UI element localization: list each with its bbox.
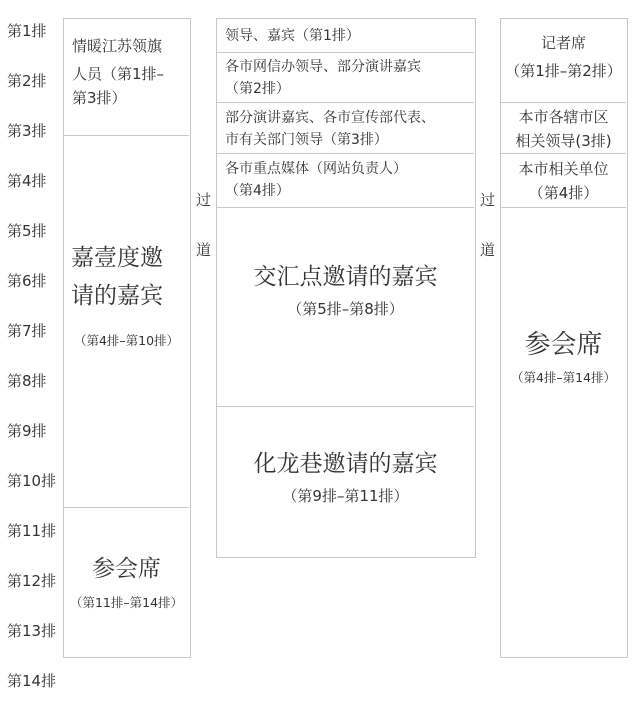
row-label: 第2排 [7,72,47,90]
center-mid-title: 交汇点邀请的嘉宾 [253,264,438,290]
left-bottom-title: 参会席 [92,556,161,582]
center-r4-line1: 各市重点媒体（网站负责人） [225,161,407,177]
left-mid-line1: 嘉壹度邀 [71,245,163,271]
row-label: 第1排 [7,22,47,40]
center-row3 [217,103,474,154]
row-label: 第12排 [7,572,57,590]
left-mid-note: （第4排–第10排） [73,333,180,348]
row-label: 第11排 [7,522,57,540]
right-main-note: （第4排–第14排） [510,370,617,385]
center-row1 [217,19,474,53]
left-top-line3: 第3排） [72,89,127,107]
left-seating-block [63,18,191,658]
center-r4-line2: （第4排） [225,183,290,199]
left-bottom-note: （第11排–第14排） [69,595,184,610]
right-row1 [501,19,626,103]
right-main-section [501,208,626,656]
left-middle-section [64,136,189,508]
center-bottom-title: 化龙巷邀请的嘉宾 [253,451,438,477]
row-label: 第6排 [7,272,47,290]
center-r2-line1: 各市网信办领导、部分演讲嘉宾 [225,59,421,75]
center-mid-note: （第5排–第8排） [287,300,404,318]
left-mid-line2: 请的嘉宾 [71,283,163,309]
right-row3 [501,103,626,154]
left-top-line2: 人员（第1排– [72,65,165,83]
aisle-left-char2: 道 [196,241,212,259]
right-main-title: 参会席 [524,330,603,360]
row-label: 第5排 [7,222,47,240]
aisle-right-char1: 过 [480,191,496,209]
right-r1-line1: 记者席 [540,34,586,52]
left-top-line1: 情暖江苏领旗 [72,37,163,55]
right-row4 [501,154,626,208]
right-r1-line2: （第1排–第2排） [505,62,622,80]
center-row2 [217,53,474,103]
center-row4 [217,154,474,208]
center-r2-line2: （第2排） [225,81,290,97]
left-top-section [64,19,189,136]
row-label: 第3排 [7,122,47,140]
left-bottom-section [64,508,189,656]
center-bottom-note: （第9排–第11排） [282,487,409,505]
aisle-right-char2: 道 [480,241,496,259]
row-label: 第8排 [7,372,47,390]
right-r3-line2: 相关领导(3排) [515,132,612,150]
row-label: 第9排 [7,422,47,440]
right-r4-line1: 本市相关单位 [518,160,609,178]
center-seating-block [216,18,476,558]
row-label: 第13排 [7,622,57,640]
row-label: 第14排 [7,672,57,690]
row-label: 第7排 [7,322,47,340]
center-r3-line2: 市有关部门领导（第3排） [225,132,388,148]
center-middle-section [217,208,474,407]
row-label: 第10排 [7,472,57,490]
right-r3-line1: 本市各辖市区 [518,108,609,126]
right-r4-line2: （第4排） [528,184,599,202]
aisle-left-char1: 过 [196,191,212,209]
center-r1-text: 领导、嘉宾（第1排） [225,28,360,44]
right-seating-block [500,18,628,658]
row-label: 第4排 [7,172,47,190]
center-r3-line1: 部分演讲嘉宾、各市宣传部代表、 [225,110,435,126]
center-bottom-section [217,407,474,557]
